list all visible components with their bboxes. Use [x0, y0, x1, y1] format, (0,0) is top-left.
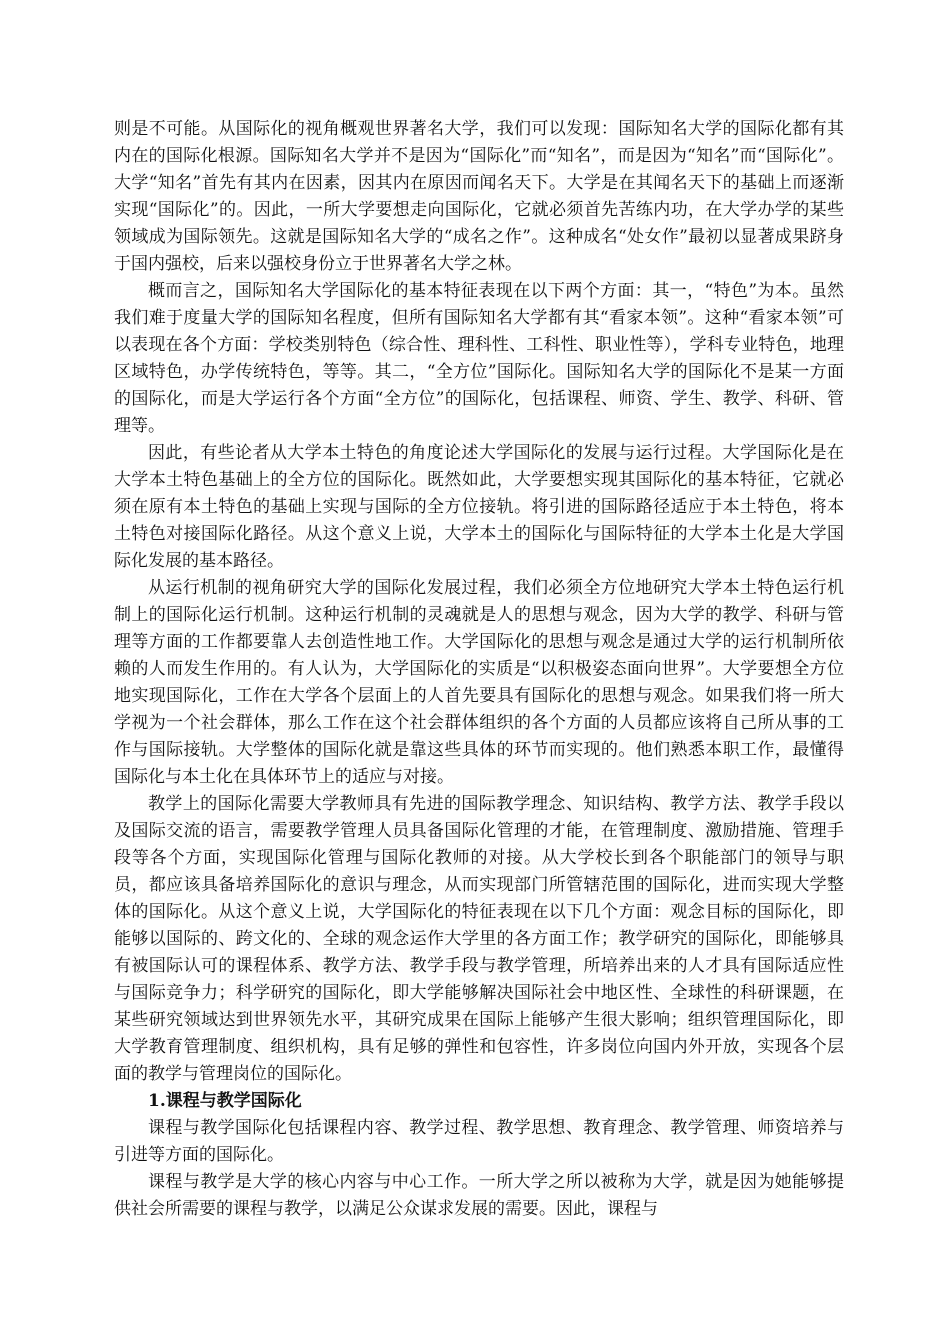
paragraph: 课程与教学是大学的核心内容与中心工作。一所大学之所以被称为大学，就是因为她能够提供社会所需要的课程与教学，以满足公众谋求发展的需要。因此，课程与	[114, 1172, 844, 1219]
paragraph: 课程与教学国际化包括课程内容、教学过程、教学思想、教育理念、教学管理、师资培养与引进等方面的国际化。	[114, 1118, 844, 1165]
document-page	[114, 116, 844, 1223]
paragraph: 因此，有些论者从大学本土特色的角度论述大学国际化的发展与运行过程。大学国际化是在大学本土特色基础上的全方位的国际化。既然如此，大学要想实现其国际化的基本特征，它就必须在原有本土特色的基础上实现与国际的全方位接轨。将引进的国际路径适应于本土特色，将本土特色对接国际化路径。从这个意义上说，大学本土的国际化与国际特征的大学本土化是大学国际化发展的基本路径。	[114, 443, 844, 571]
section-heading: 1.课程与教学国际化	[148, 1091, 302, 1111]
paragraph: 从运行机制的视角研究大学的国际化发展过程，我们必须全方位地研究大学本土特色运行机制上的国际化运行机制。这种运行机制的灵魂就是人的思想与观念，因为大学的教学、科研与管理等方面的工作都要靠人去创造性地工作。大学国际化的思想与观念是通过大学的运行机制所依赖的人而发生作用的。有人认为，大学国际化的实质是“以积极姿态面向世界”。大学要想全方位地实现国际化，工作在大学各个层面上的人首先要具有国际化的思想与观念。如果我们将一所大学视为一个社会群体，那么工作在这个社会群体组织的各个方面的人员都应该将自己所从事的工作与国际接轨。大学整体的国际化就是靠这些具体的环节而实现的。他们熟悉本职工作，最懂得国际化与本土化在具体环节上的适应与对接。	[114, 578, 844, 787]
paragraph: 则是不可能。从国际化的视角概观世界著名大学，我们可以发现：国际知名大学的国际化都有其内在的国际化根源。国际知名大学并不是因为“国际化”而“知名”，而是因为“知名”而“国际化”。大学“知名”首先有其内在因素，因其内在原因而闻名天下。大学是在其闻名天下的基础上而逐渐实现“国际化”的。因此，一所大学要想走向国际化，它就必须首先苦练内功，在大学办学的某些领域成为国际领先。这就是国际知名大学的“成名之作”。这种成名“处女作”最初以显著成果跻身于国内强校，后来以强校身份立于世界著名大学之林。	[114, 119, 844, 274]
paragraph: 概而言之，国际知名大学国际化的基本特征表现在以下两个方面：其一，“特色”为本。虽然我们难于度量大学的国际知名程度，但所有国际知名大学都有其“看家本领”。这种“看家本领”可以表现在各个方面：学校类别特色（综合性、理科性、工科性、职业性等），学科专业特色，地理区域特色，办学传统特色，等等。其二，“全方位”国际化。国际知名大学的国际化不是某一方面的国际化，而是大学运行各个方面“全方位”的国际化，包括课程、师资、学生、教学、科研、管理等。	[114, 281, 844, 436]
paragraph: 教学上的国际化需要大学教师具有先进的国际教学理念、知识结构、教学方法、教学手段以及国际交流的语言，需要教学管理人员具备国际化管理的才能，在管理制度、激励措施、管理手段等各个方面，实现国际化管理与国际化教师的对接。从大学校长到各个职能部门的领导与职员，都应该具备培养国际化的意识与理念，从而实现部门所管辖范围的国际化，进而实现大学整体的国际化。从这个意义上说，大学国际化的特征表现在以下几个方面：观念目标的国际化，即能够以国际的、跨文化的、全球的观念运作大学里的各方面工作；教学研究的国际化，即能够具有被国际认可的课程体系、教学方法、教学手段与教学管理，所培养出来的人才具有国际适应性与国际竞争力；科学研究的国际化，即大学能够解决国际社会中地区性、全球性的科研课题，在某些研究领域达到世界领先水平，其研究成果在国际上能够产生很大影响；组织管理国际化，即大学教育管理制度、组织机构，具有足够的弹性和包容性，许多岗位向国内外开放，实现各个层面的教学与管理岗位的国际化。	[114, 794, 844, 1084]
